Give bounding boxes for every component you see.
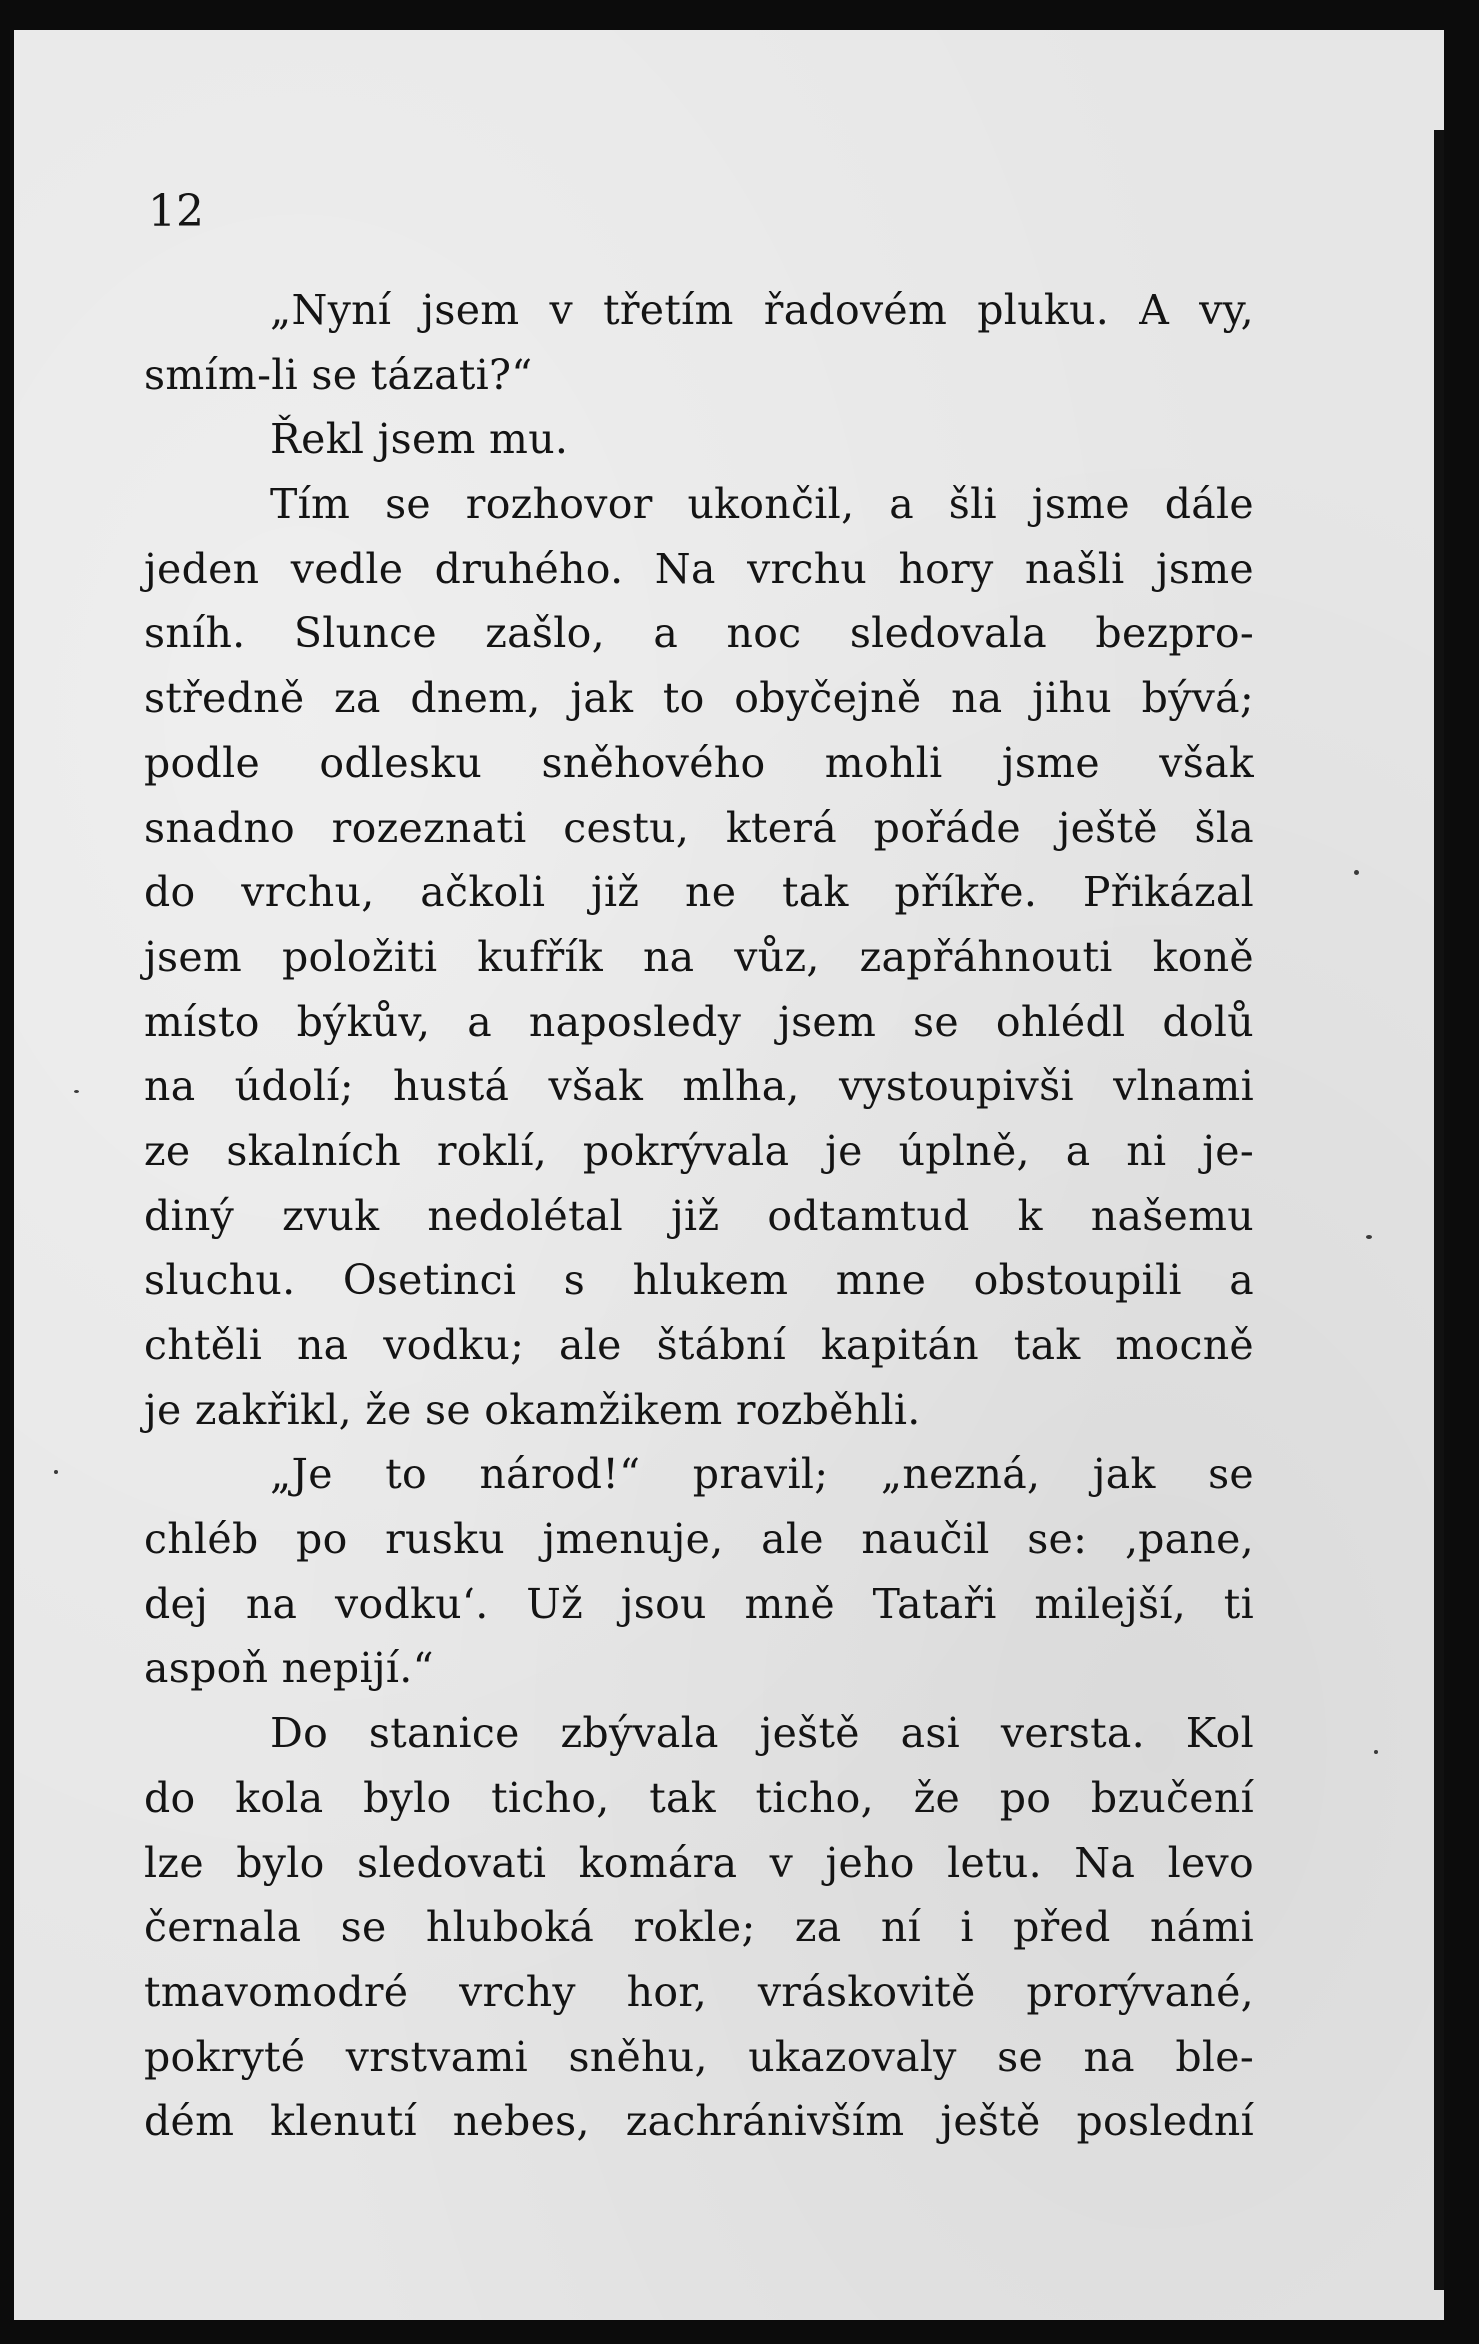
text-line: „Nyní jsem v třetím řadovém pluku. A vy, (270, 286, 1254, 334)
paper-speck (54, 1470, 58, 1474)
text-line: lze bylo sledovati komára v jeho letu. Na levo (144, 1838, 1254, 1887)
text-line: ze skalních roklí, pokrývala je úplně, a ni je- (144, 1126, 1254, 1175)
text-line: sníh. Slunce zašlo, a noc sledovala bezpro- (144, 609, 1254, 658)
text-line: diný zvuk nedolétal již odtamtud k našemu (144, 1191, 1254, 1240)
text-line: dej na vodku‘. Už jsou mně Tataři milejší, ti (144, 1579, 1254, 1628)
text-line: je zakřikl, že se okamžikem rozběhli. (144, 1385, 921, 1434)
page-binding-edge (1434, 130, 1444, 2290)
text-line: sluchu. Osetinci s hlukem mne obstoupili a (144, 1256, 1254, 1305)
paper-speck (1354, 870, 1359, 875)
text-line: černala se hluboká rokle; za ní i před námi (144, 1903, 1254, 1952)
text-line: místo býkův, a naposledy jsem se ohlédl dolů (144, 997, 1254, 1046)
text-line: Do stanice zbývala ještě asi versta. Kol (270, 1709, 1254, 1758)
text-line: jeden vedle druhého. Na vrchu hory našli jsme (144, 544, 1254, 593)
body-text (144, 278, 1254, 2154)
paper-speck (74, 1090, 79, 1093)
text-line: snadno rozeznati cestu, která pořáde ještě šla (144, 803, 1254, 852)
text-line: Řekl jsem mu. (270, 415, 569, 464)
text-line: „Je to národ!“ pravil; „nezná, jak se (270, 1450, 1254, 1499)
text-line: jsem položiti kufřík na vůz, zapřáhnouti koně (144, 932, 1254, 981)
text-line: na údolí; hustá však mlha, vystoupivši vlnami (144, 1062, 1254, 1111)
text-line: tmavomodré vrchy hor, vráskovitě prorývané, (144, 1967, 1254, 2016)
text-line: podle odlesku sněhového mohli jsme však (144, 738, 1254, 787)
text-line: dém klenutí nebes, zachránivším ještě poslední (144, 2097, 1254, 2146)
text-line: do kola bylo ticho, tak ticho, že po bzučení (144, 1773, 1254, 1822)
text-line: pokryté vrstvami sněhu, ukazovaly se na ble- (144, 2032, 1254, 2081)
paper-speck (1374, 1750, 1378, 1754)
text-line: chtěli na vodku; ale štábní kapitán tak mocně (144, 1321, 1254, 1369)
text-line: Tím se rozhovor ukončil, a šli jsme dále (270, 480, 1254, 529)
text-line: středně za dnem, jak to obyčejně na jihu bývá; (144, 674, 1254, 723)
paper-speck (1366, 1235, 1372, 1239)
page-number: 12 (148, 186, 204, 237)
text-line: aspoň nepijí.“ (144, 1644, 434, 1693)
text-line: chléb po rusku jmenuje, ale naučil se: ‚pane, (144, 1515, 1254, 1564)
text-line: smím-li se tázati?“ (144, 350, 533, 399)
book-page (14, 30, 1444, 2320)
text-line: do vrchu, ačkoli již ne tak příkře. Přikázal (144, 868, 1254, 917)
